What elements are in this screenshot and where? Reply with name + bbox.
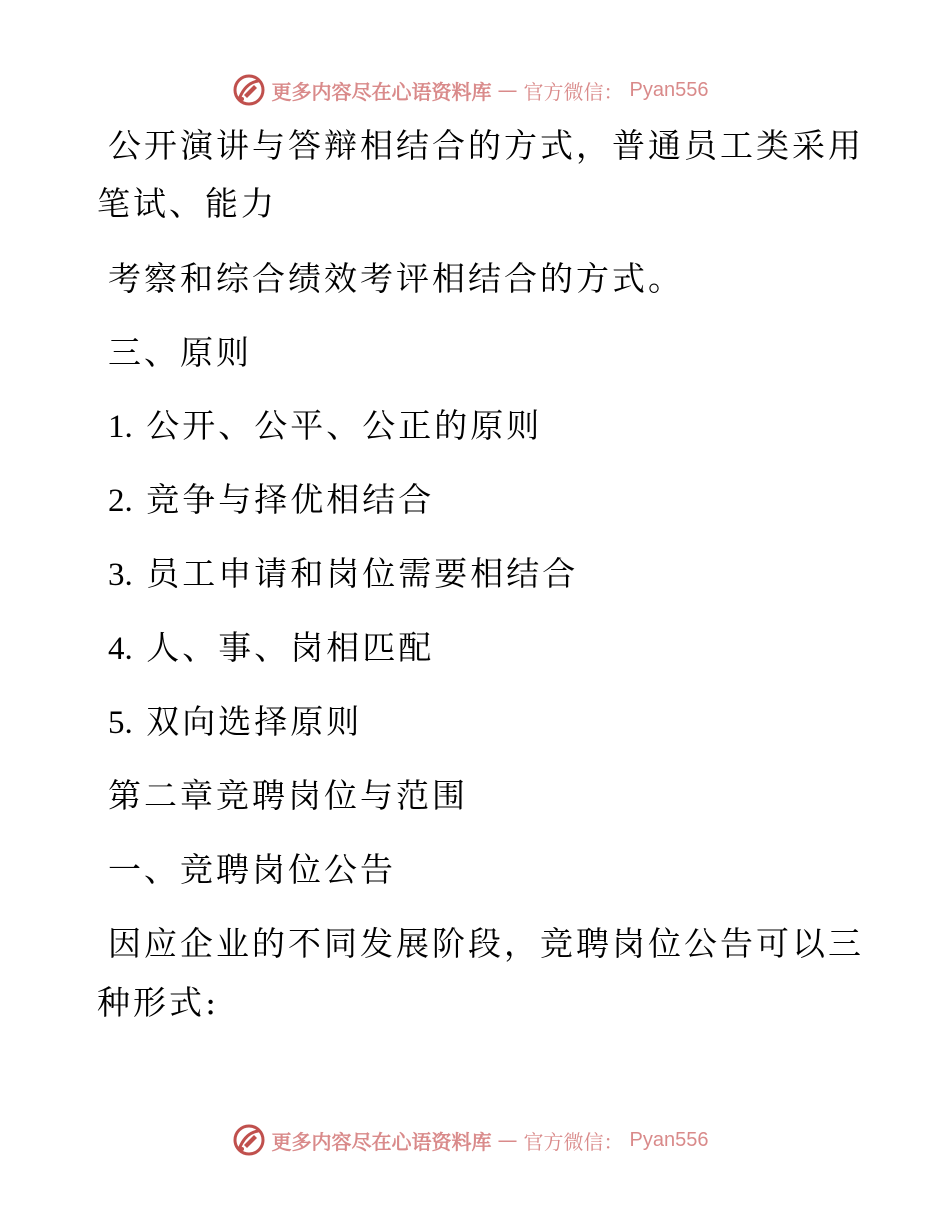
pen-swirl-logo-icon xyxy=(232,1123,266,1157)
principle-number: 3. xyxy=(108,557,133,593)
principle-text: 公开、公平、公正的原则 xyxy=(146,406,543,445)
principle-number: 1. xyxy=(108,409,133,445)
header-banner xyxy=(0,70,950,110)
banner-site-text: 更多内容尽在心语资料库 xyxy=(271,1129,492,1154)
principle-number: 2. xyxy=(108,483,133,519)
footer-banner-inner xyxy=(232,1123,709,1157)
banner-wechat-id: Pyan556 xyxy=(629,1128,709,1151)
principle-item-2 xyxy=(108,480,434,521)
banner-separator: — xyxy=(497,1128,518,1152)
paragraph-3-line-1: 因应企业的不同发展阶段，竞聘岗位公告可以三 xyxy=(108,924,864,963)
principle-number: 5. xyxy=(108,705,133,741)
principle-item-3 xyxy=(108,554,578,595)
section-1-heading: 一、竞聘岗位公告 xyxy=(108,850,396,889)
paragraph-1-line-1: 公开演讲与答辩相结合的方式，普通员工类采用 xyxy=(108,126,864,165)
header-banner-inner xyxy=(232,73,709,107)
paragraph-1-line-2: 笔试、能力 xyxy=(97,184,277,223)
principle-item-4 xyxy=(108,628,434,669)
principle-text: 双向选择原则 xyxy=(146,702,363,741)
banner-wechat-id: Pyan556 xyxy=(629,78,709,101)
banner-separator: — xyxy=(497,78,518,102)
banner-site-text: 更多内容尽在心语资料库 xyxy=(271,79,492,104)
footer-banner xyxy=(0,1120,950,1160)
section-3-heading: 三、原则 xyxy=(108,333,252,372)
principle-text: 员工申请和岗位需要相结合 xyxy=(146,554,579,593)
chapter-2-heading: 第二章竞聘岗位与范围 xyxy=(108,776,468,815)
principle-item-1 xyxy=(108,406,542,447)
principle-item-5 xyxy=(108,702,362,743)
paragraph-3-line-2: 种形式: xyxy=(97,983,220,1022)
principle-text: 竞争与择优相结合 xyxy=(146,480,435,519)
principle-text: 人、事、岗相匹配 xyxy=(146,628,435,667)
banner-wechat-label: 官方微信： xyxy=(523,1129,624,1154)
banner-wechat-label: 官方微信： xyxy=(523,79,624,104)
pen-swirl-logo-icon xyxy=(232,73,266,107)
paragraph-2: 考察和综合绩效考评相结合的方式。 xyxy=(108,259,684,298)
principle-number: 4. xyxy=(108,631,133,667)
